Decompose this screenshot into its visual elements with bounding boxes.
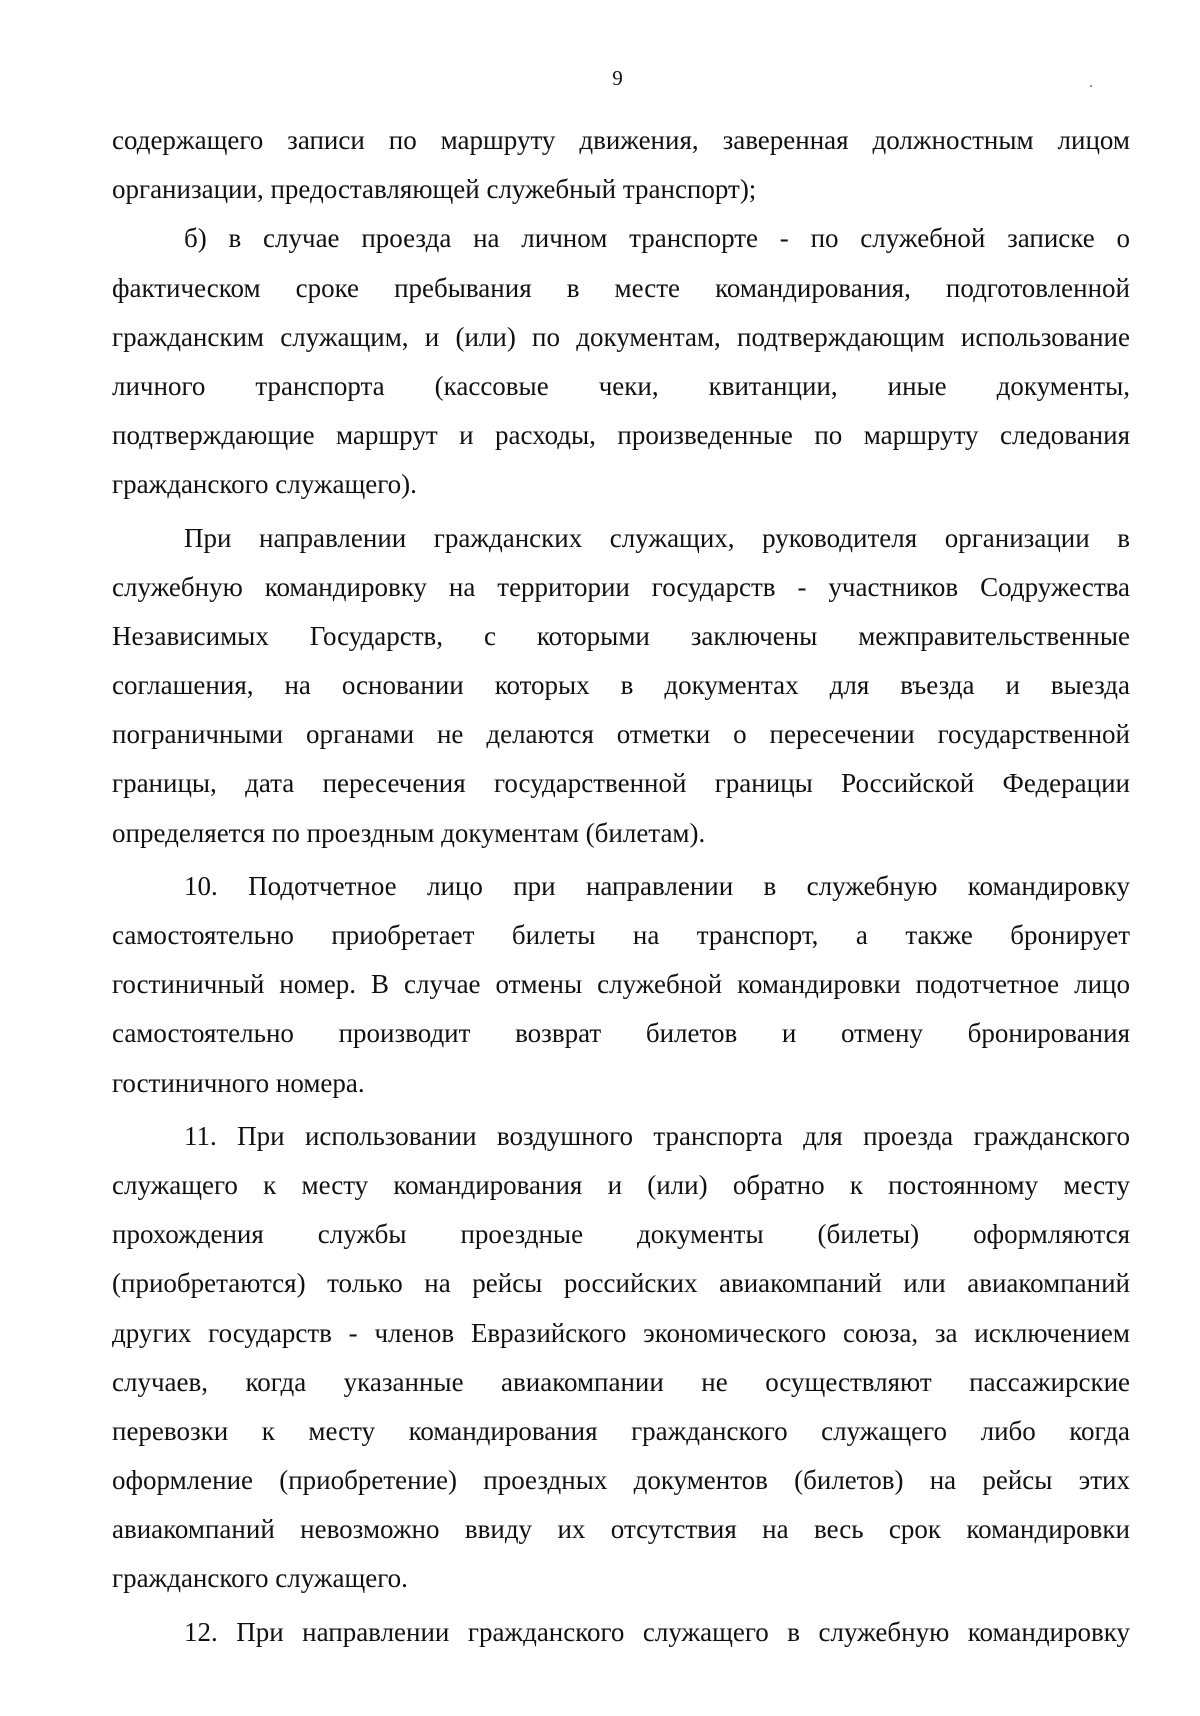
text-line: самостоятельно приобретает билеты на транспорт, а также бронирует (112, 920, 1130, 950)
scan-speck (1090, 85, 1092, 87)
text-line: служащего к месту командирования и (или) обратно к постоянному месту (112, 1169, 1130, 1200)
paragraph-11 (112, 1112, 1130, 1604)
paragraph-continuation (112, 116, 1130, 214)
text-line: прохождения службы проездные документы (билеты) оформляются (112, 1219, 1130, 1250)
paragraph-12 (112, 1608, 1130, 1657)
text-line: При направлении гражданских служащих, руководителя организации в (184, 522, 1130, 553)
text-line: других государств - членов Евразийского экономического союза, за исключением (112, 1317, 1130, 1348)
text-line: гражданским служащим, и (или) по документам, подтверждающим использование (112, 321, 1130, 352)
text-line: пограничными органами не делаются отметки о пересечении государственной (112, 719, 1130, 750)
paragraph-10 (112, 862, 1130, 1108)
paragraph-b (112, 214, 1130, 509)
text-line: соглашения, на основании которых в документах для въезда и выезда (112, 670, 1130, 701)
text-line: перевозки к месту командирования гражданского служащего либо когда (112, 1415, 1130, 1446)
text-line: 11. При использовании воздушного транспорта для проезда гражданского (184, 1120, 1130, 1151)
text-line: б) в случае проезда на личном транспорте - по служебной записке о (184, 223, 1130, 254)
text-line: гражданского служащего. (112, 1563, 408, 1594)
text-line: организации, предоставляющей служебный транспорт); (112, 174, 757, 205)
page-number: 9 (612, 66, 623, 90)
text-line: гражданского служащего). (112, 469, 417, 500)
text-line: границы, дата пересечения государственной границы Российской Федерации (112, 768, 1130, 799)
text-line: личного транспорта (кассовые чеки, квитанции, иные документы, (112, 370, 1130, 401)
text-line: оформление (приобретение) проездных документов (билетов) на рейсы этих (112, 1465, 1130, 1496)
text-line: 10. Подотчетное лицо при направлении в служебную командировку (184, 870, 1130, 901)
text-line: авиакомпаний невозможно ввиду их отсутствия на весь срок командировки (112, 1514, 1130, 1545)
text-line: гостиничный номер. В случае отмены служебной командировки подотчетное лицо (112, 969, 1130, 1000)
body-text (112, 116, 1130, 1657)
text-line: самостоятельно производит возврат билетов и отмену бронирования (112, 1018, 1130, 1049)
text-line: случаев, когда указанные авиакомпании не осуществляют пассажирские (112, 1366, 1130, 1397)
text-line: Независимых Государств, с которыми заключены межправительственные (112, 620, 1130, 651)
text-line: определяется по проездным документам (билетам). (112, 817, 706, 848)
text-line: (приобретаются) только на рейсы российских авиакомпаний или авиакомпаний (112, 1268, 1130, 1299)
text-line: служебную командировку на территории государств - участников Содружества (112, 571, 1130, 602)
text-line: подтверждающие маршрут и расходы, произведенные по маршруту следования (112, 420, 1130, 451)
text-line: содержащего записи по маршруту движения, заверенная должностным лицом (112, 125, 1130, 155)
text-line: гостиничного номера. (112, 1067, 365, 1098)
text-line: фактическом сроке пребывания в месте командирования, подготовленной (112, 272, 1130, 303)
paragraph-cis (112, 514, 1130, 858)
text-line: 12. При направлении гражданского служащего в служебную командировку (184, 1616, 1130, 1647)
